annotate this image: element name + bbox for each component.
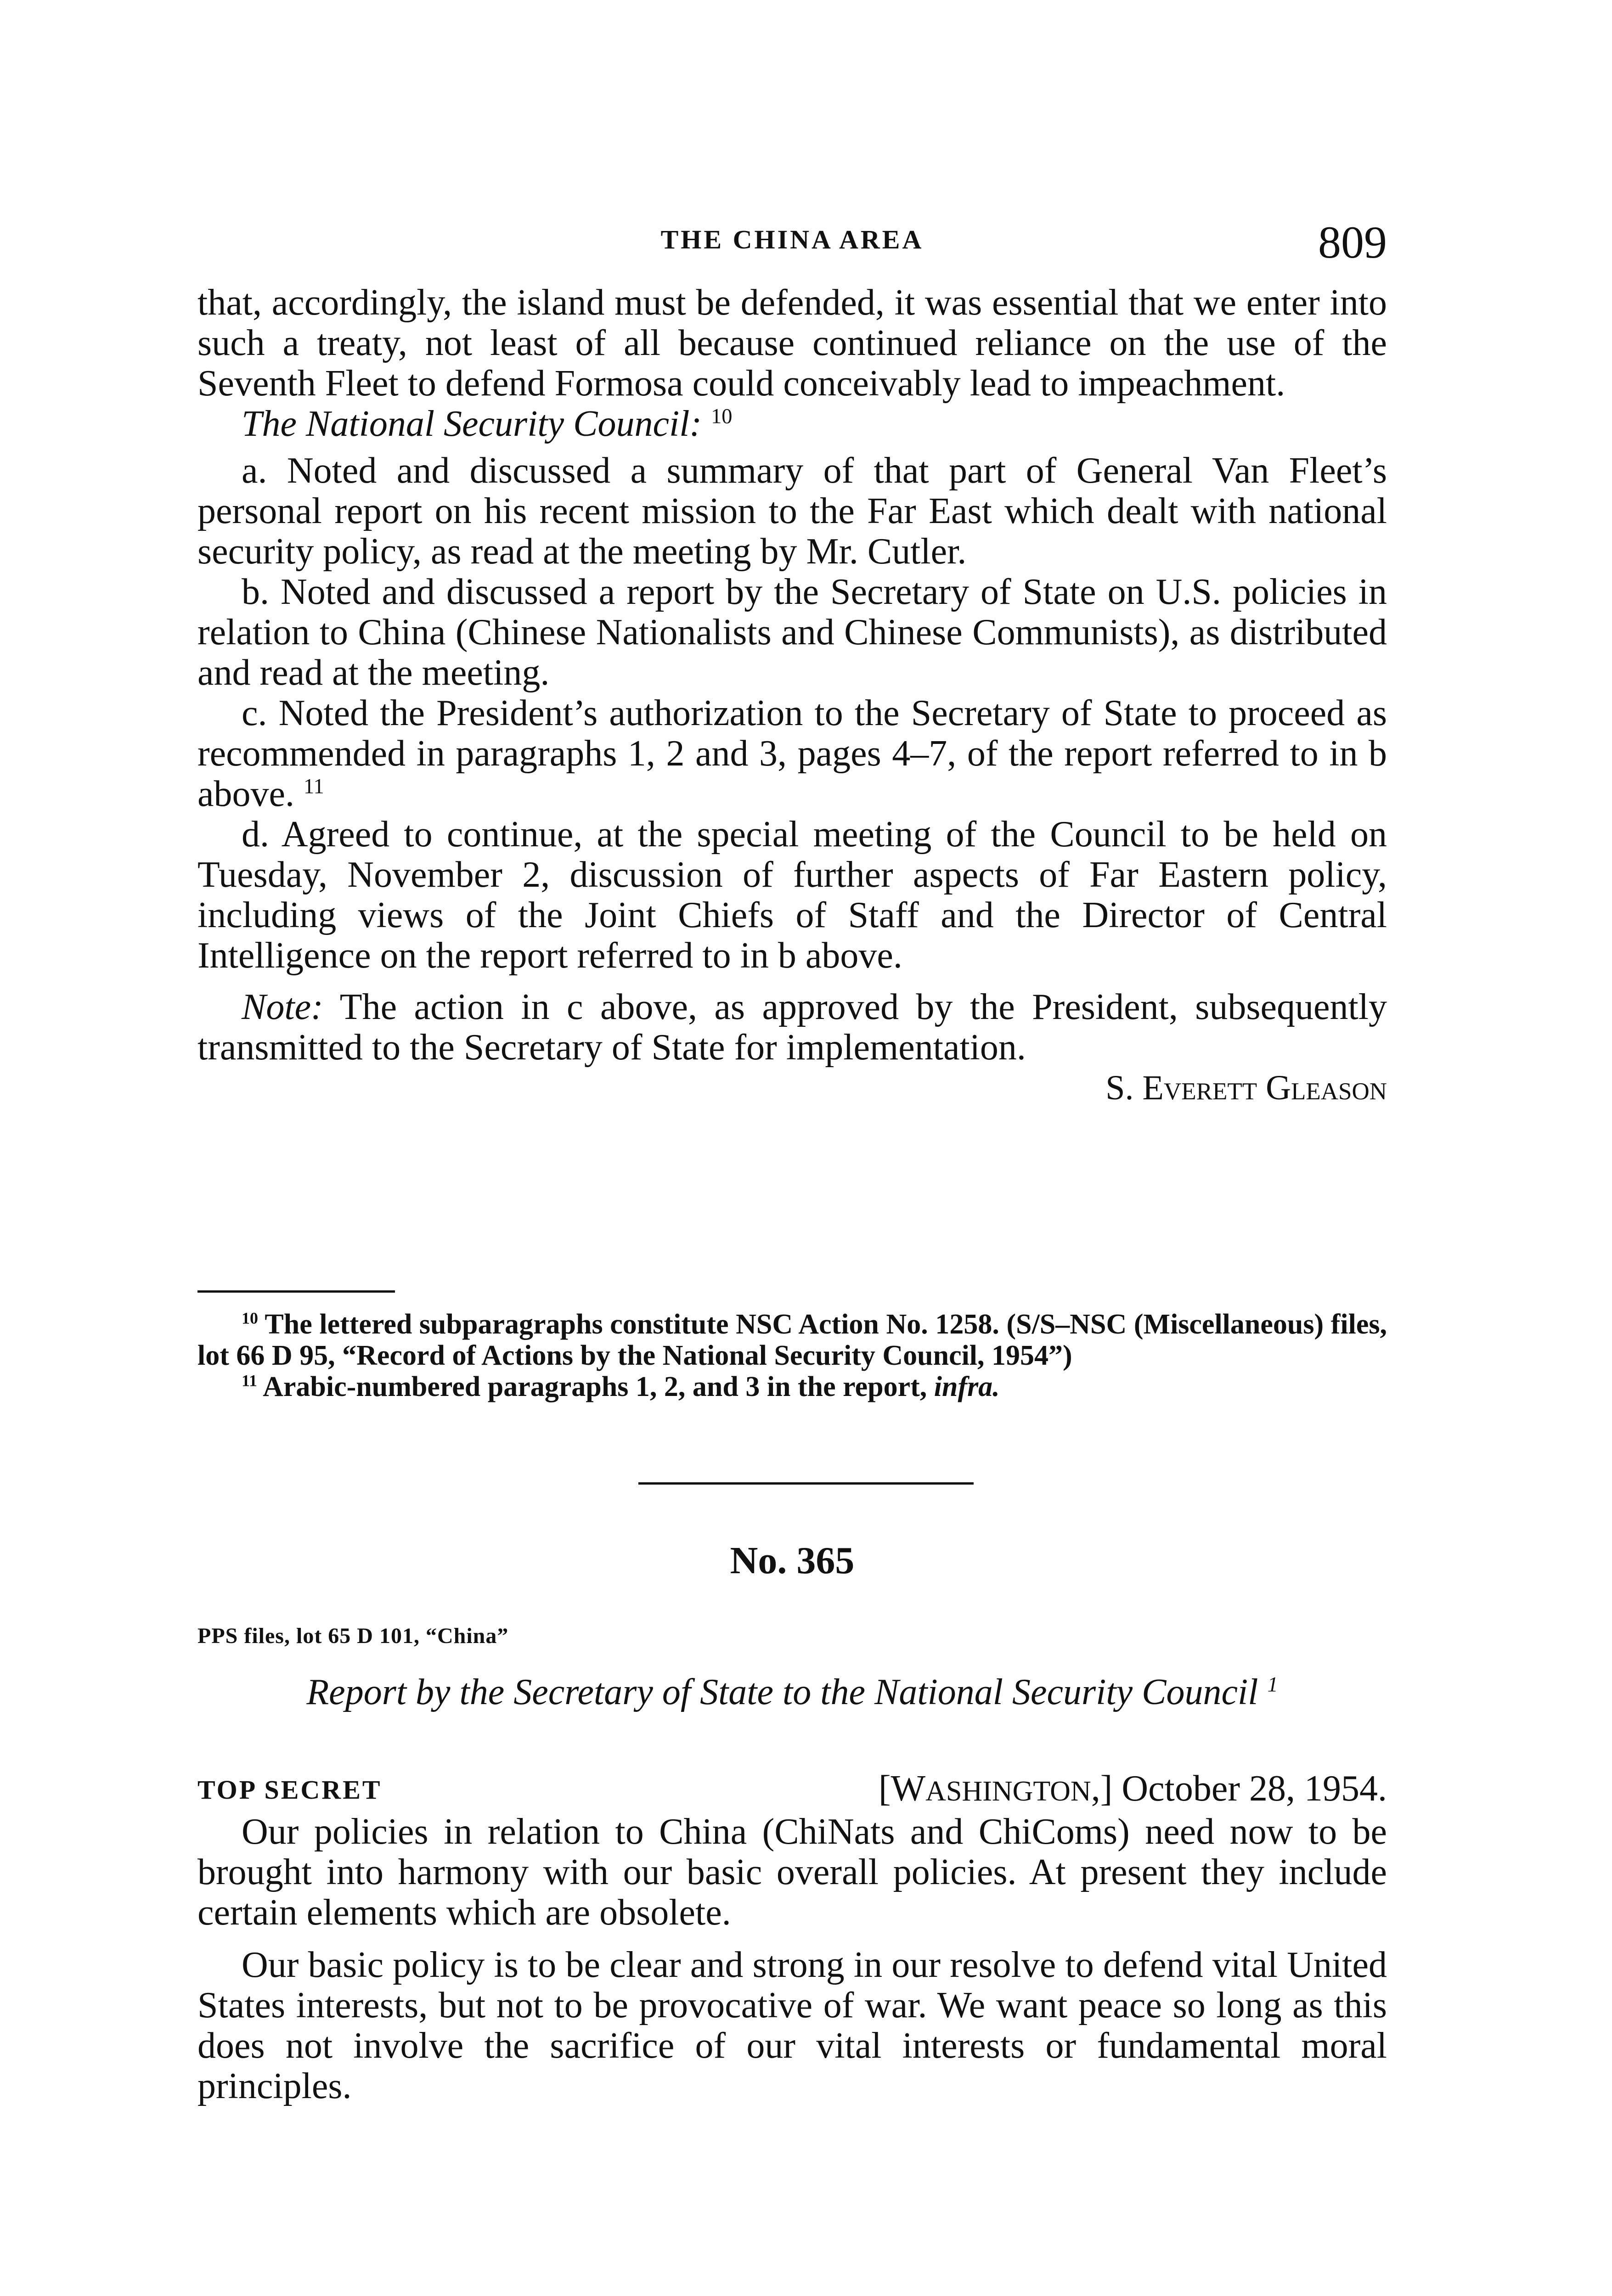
nsc-heading xyxy=(197,404,1387,444)
source-note: PPS files, lot 65 D 101, “China” xyxy=(197,1624,509,1648)
action-c-text: c. Noted the President’s authorization to the Secretary of State to proceed as recommended in paragraphs 1, 2 and 3, pages 4–7, of the report referred to in b above. xyxy=(197,693,1387,814)
running-title: THE CHINA AREA xyxy=(660,225,924,254)
action-a: a. Noted and discussed a summary of that part of General Van Fleet’s personal report on his recent mission to the Far East which dealt with national security policy, as read at the meeting by Mr. Cutler. xyxy=(197,450,1387,572)
footnote-10-ref: 10 xyxy=(242,1309,258,1328)
continuation-paragraph: that, accordingly, the island must be defended, it was essential that we enter into such a treaty, not least of all because continued reliance on the use of the Seventh Fleet to defend Formosa could conceivably lead to impeachment. xyxy=(197,282,1387,404)
footnote-10-text: The lettered subparagraphs constitute NSC Action No. 1258. (S/S–NSC (Miscellaneous) files, lot 66 D 95, “Record of Actions by the National Security Council, 1954”) xyxy=(197,1309,1387,1371)
footnote-ref-10: 10 xyxy=(711,405,733,428)
footnote-11-ref: 11 xyxy=(242,1371,257,1390)
footnotes-top xyxy=(197,1309,1387,1402)
document-number: No. 365 xyxy=(730,1539,855,1582)
footnote-10 xyxy=(197,1309,1387,1371)
upper-body xyxy=(197,282,1387,1108)
document-body xyxy=(197,1812,1387,2106)
date-tail: ,] October 28, 1954. xyxy=(1091,1768,1387,1809)
footnote-11-text: Arabic-numbered paragraphs 1, 2, and 3 in the report, xyxy=(263,1371,927,1402)
classification: TOP SECRET xyxy=(197,1775,382,1805)
date-line xyxy=(879,1768,1387,1810)
section-divider xyxy=(638,1482,974,1485)
document-paragraph: Our basic policy is to be clear and strong in our resolve to defend vital United States interests, but not to be provocative of war. We want peace so long as this does not involve the sacrifice of our vital interests or fundamental moral principles. xyxy=(197,1945,1387,2106)
document-paragraph: Our policies in relation to China (ChiNats and ChiComs) need now to be brought into harmony with our basic overall policies. At present they include certain elements which are obsolete. xyxy=(197,1812,1387,1933)
running-head xyxy=(197,216,1387,280)
action-c xyxy=(197,693,1387,814)
place-prefix: [W xyxy=(879,1768,926,1809)
action-d: d. Agreed to continue, at the special meeting of the Council to be held on Tuesday, November 2, discussion of further aspects of Far Eastern policy, including views of the Joint Chiefs of Staff and the Director of Central Intelligence on the report referred to in b above. xyxy=(197,814,1387,976)
place-rest: ASHINGTON xyxy=(925,1776,1091,1807)
note-label: Note: xyxy=(242,987,323,1027)
footnote-rule-top xyxy=(197,1290,395,1293)
note-paragraph xyxy=(197,987,1387,1068)
signature: S. Everett Gleason xyxy=(1105,1069,1387,1107)
footnote-11 xyxy=(197,1371,1387,1402)
dateline xyxy=(197,1768,1387,1809)
document-title xyxy=(197,1671,1387,1713)
document-title-text: Report by the Secretary of State to the National Security Council xyxy=(306,1672,1258,1712)
footnote-11-tail: infra. xyxy=(934,1371,1000,1402)
note-text: The action in c above, as approved by the President, subsequently transmitted to the Secretary of State for implementation. xyxy=(197,987,1387,1068)
footnote-ref-1: 1 xyxy=(1267,1673,1278,1697)
footnote-ref-11: 11 xyxy=(304,775,324,799)
nsc-heading-text: The National Security Council: xyxy=(242,404,702,444)
page-number: 809 xyxy=(1318,217,1387,268)
action-b: b. Noted and discussed a report by the Secretary of State on U.S. policies in relation to China (Chinese Nationalists and Chinese Communists), as distributed and read at the meeting. xyxy=(197,572,1387,693)
